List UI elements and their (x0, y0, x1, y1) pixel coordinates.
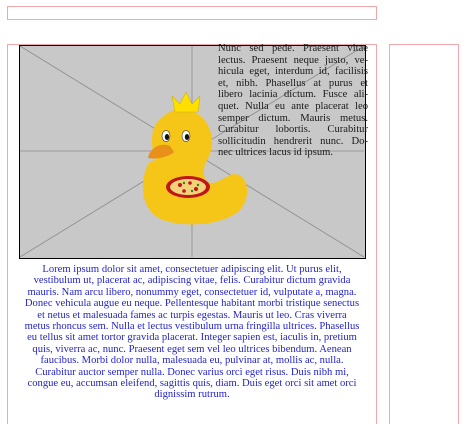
text-line: dignissim rutrum. (154, 389, 230, 401)
text-line: nec ultrices lacus id ipsum. (218, 147, 334, 159)
text-line: et netus et malesuada fames ac turpis egestas. Mauris ut leo. Cras viverra (37, 309, 347, 321)
text-line: Curabitur lobortis. Curabitur (218, 124, 368, 136)
text-line: eu tellus sit amet tortor gravida placerat. Integer sapien est, iaculis in, pretium (27, 332, 357, 344)
text-line: metus rhoncus sem. Nulla et lectus vestibulum urna fringilla ultrices. Phasellus (24, 321, 360, 333)
margin-notes-frame (389, 44, 459, 424)
header-frame (7, 6, 377, 20)
duck-pupil (185, 134, 189, 140)
text-line: semper dictum. Mauris metus. (218, 112, 368, 124)
duck-pupil (165, 134, 169, 140)
wrapped-paragraph (218, 43, 368, 159)
main-paragraph (8, 264, 376, 401)
text-line: Curabitur auctor semper nulla. Donec varius orci eget risus. Duis nibh mi, (35, 366, 349, 378)
text-line: quet. Nulla eu ante placerat leo (218, 100, 368, 112)
text-line: quis, viverra ac, nunc. Praesent eget sem vel leo ultrices bibendum. Aenean (32, 343, 352, 355)
text-line: Lorem ipsum dolor sit amet, consectetuer adipiscing elit. Ut purus elit, (42, 264, 342, 275)
text-line: hicula eget, interdum id, facilisis (218, 66, 368, 78)
text-line: mauris. Nam arcu libero, nonummy eget, consectetuer id, vulputate a, magna. (27, 286, 357, 298)
pizza-icon (166, 176, 210, 198)
duck-head (152, 109, 212, 175)
text-line: libero lacinia dictum. Fusce ali- (218, 89, 368, 101)
text-line: congue eu, accumsan eleifend, sagittis quis, diam. Duis eget orci sit amet orci (27, 378, 357, 390)
text-line: Nunc sed pede. Praesent vitae (218, 43, 368, 54)
text-line: faucibus. Morbi dolor nulla, malesuada eu, pulvinar at, mollis ac, nulla. (40, 355, 344, 367)
text-line: Donec vehicula augue eu neque. Pellentesque habitant morbi tristique senectus (24, 298, 360, 310)
text-line: lectus. Praesent neque justo, ve- (218, 54, 368, 66)
text-line: et, nibh. Phasellus at purus et (218, 77, 368, 89)
text-line: sollicitudin hendrerit nunc. Do- (218, 135, 368, 147)
text-line: vestibulum ut, placerat ac, adipiscing vitae, felis. Curabitur dictum gravida (33, 275, 351, 287)
